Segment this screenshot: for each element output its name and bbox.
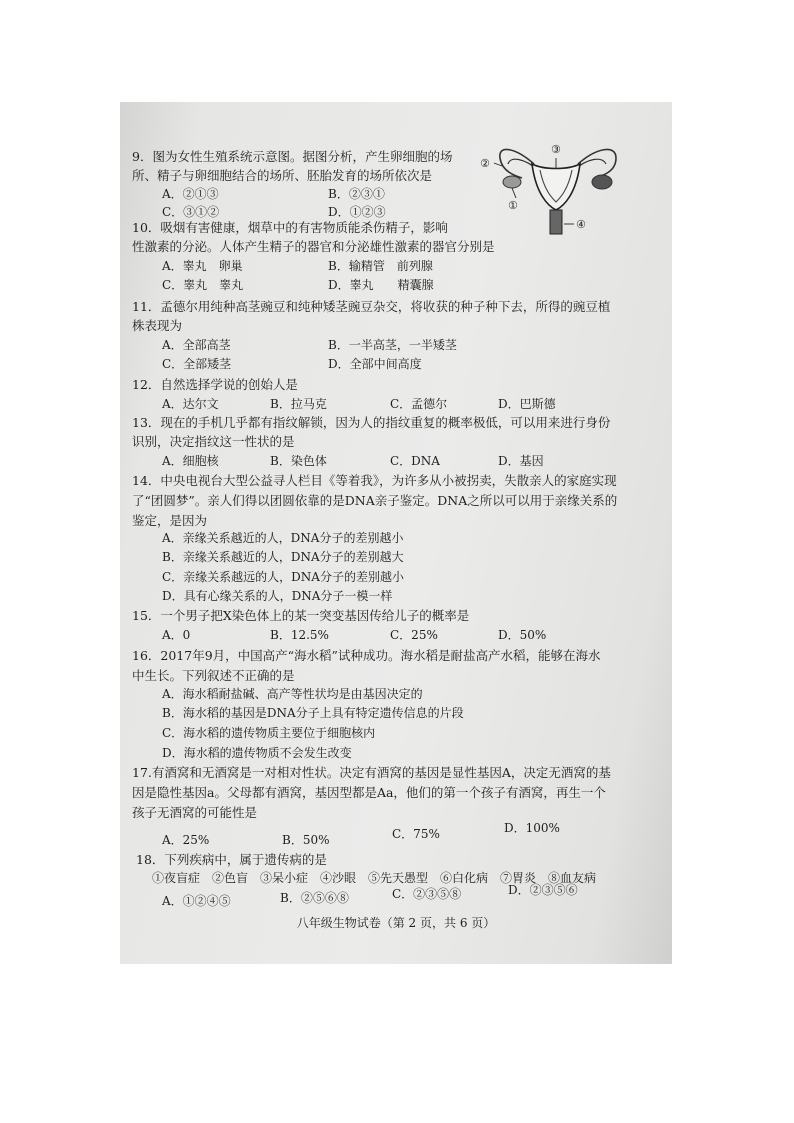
question-9-line-1: 9．图为女性生殖系统示意图。据图分析，产生卵细胞的场	[132, 149, 453, 164]
question-18-option-d: D．②③⑤⑥	[508, 883, 578, 897]
question-14-line-3: 鉴定，是因为	[132, 513, 208, 528]
question-11-option-c: C．全部矮茎	[162, 357, 232, 371]
question-10-line-2: 性激素的分泌。人体产生精子的器官和分泌雄性激素的器官分别是	[132, 239, 495, 254]
question-10-option-a: A．睾丸 卵巢	[162, 259, 243, 273]
question-18-line-1: 18．下列疾病中，属于遗传病的是	[136, 852, 327, 867]
question-13-option-d: D．基因	[498, 454, 544, 468]
question-10-option-c: C．睾丸 睾丸	[162, 278, 244, 292]
question-14-option-a: A．亲缘关系越近的人，DNA分子的差别越小	[162, 531, 404, 545]
question-11-option-d: D．全部中间高度	[328, 357, 422, 371]
question-16-line-1: 16．2017年9月，中国高产“海水稻”试种成功。海水稻是耐盐高产水稻，能够在海水	[132, 648, 601, 663]
female-reproductive-system-diagram	[476, 136, 641, 236]
diagram-label-2: ②	[480, 157, 490, 170]
question-9-option-b: B．②③①	[328, 187, 385, 201]
question-16-option-c: C．海水稻的遗传物质主要位于细胞核内	[162, 726, 376, 740]
question-16-option-d: D．海水稻的遗传物质不会发生改变	[162, 746, 352, 760]
question-14-option-c: C．亲缘关系越远的人，DNA分子的差别越小	[162, 570, 404, 584]
question-17-option-c: C．75%	[392, 827, 440, 841]
question-10-line-1: 10．吸烟有害健康，烟草中的有害物质能杀伤精子，影响	[132, 220, 448, 235]
question-14-option-b: B．亲缘关系越近的人，DNA分子的差别越大	[162, 550, 404, 564]
question-11-line-1: 11．孟德尔用纯种高茎豌豆和纯种矮茎豌豆杂交，将收获的种子种下去，所得的豌豆植	[132, 299, 611, 314]
question-16-option-b: B．海水稻的基因是DNA分子上具有特定遗传信息的片段	[162, 706, 464, 720]
question-11-option-b: B．一半高茎，一半矮茎	[328, 338, 457, 352]
exam-page	[120, 102, 672, 964]
uterus-body	[532, 164, 580, 210]
question-15-option-c: C．25%	[390, 628, 438, 642]
question-11-option-a: A．全部高茎	[162, 338, 231, 352]
question-17-line-2: 因是隐性基因a。父母都有酒窝，基因型都是Aa，他们的第一个孩子有酒窝，再生一个	[132, 785, 606, 800]
question-12-option-a: A．达尔文	[162, 397, 219, 411]
question-10-option-d: D．睾丸 精囊腺	[328, 278, 434, 292]
question-13-line-2: 识别，决定指纹这一性状的是	[132, 434, 295, 449]
diagram-label-3: ③	[551, 143, 561, 156]
question-9-option-a: A．②①③	[162, 187, 219, 201]
question-15-line-1: 15．一个男子把X染色体上的某一突变基因传给儿子的概率是	[132, 608, 470, 623]
question-12-option-b: B．拉马克	[270, 397, 327, 411]
question-18-option-a: A．①②④⑤	[162, 894, 231, 908]
question-17-option-b: B．50%	[282, 833, 330, 847]
page-footer: 八年级生物试卷（第 2 页，共 6 页）	[296, 916, 496, 930]
question-17-option-d: D．100%	[504, 821, 560, 835]
question-12-option-c: C．孟德尔	[390, 397, 448, 411]
question-11-line-2: 株表现为	[132, 318, 183, 333]
question-13-line-1: 13．现在的手机几乎都有指纹解锁，因为人的指纹重复的概率极低，可以用来进行身份	[132, 415, 611, 430]
question-18-line-2: ①夜盲症 ②色盲 ③呆小症 ④沙眼 ⑤先天愚型 ⑥白化病 ⑦胃炎 ⑧血友病	[152, 871, 597, 885]
question-13-option-b: B．染色体	[270, 454, 327, 468]
diagram-label-4: ④	[576, 218, 586, 231]
question-17-line-1: 17.有酒窝和无酒窝是一对相对性状。决定有酒窝的基因是显性基因A，决定无酒窝的基	[132, 765, 611, 780]
question-9-option-c: C．③①②	[162, 205, 220, 219]
diagram-label-1: ①	[508, 199, 518, 212]
question-15-option-d: D．50%	[498, 628, 547, 642]
left-ovary	[503, 176, 521, 188]
question-10-option-b: B．输精管 前列腺	[328, 259, 433, 273]
question-12-line-1: 12．自然选择学说的创始人是	[132, 377, 298, 392]
question-16-option-a: A．海水稻耐盐碱、高产等性状均是由基因决定的	[162, 687, 423, 701]
question-17-option-a: A．25%	[162, 833, 210, 847]
question-9-option-d: D．①②③	[328, 205, 386, 219]
question-13-option-a: A．细胞核	[162, 454, 219, 468]
question-12-option-d: D．巴斯德	[498, 397, 556, 411]
question-18-option-c: C．②③⑤⑧	[392, 887, 462, 901]
question-14-line-2: 了“团圆梦”。亲人们得以团圆依靠的是DNA亲子鉴定。DNA之所以可以用于亲缘关系的	[132, 493, 618, 508]
question-18-option-b: B．②⑤⑥⑧	[280, 891, 349, 905]
question-14-line-1: 14．中央电视台大型公益寻人栏目《等着我》，为许多从小被拐卖，失散亲人的家庭实现	[132, 473, 617, 488]
right-ovary	[592, 175, 612, 189]
question-15-option-a: A．0	[162, 628, 191, 642]
vagina	[550, 210, 562, 234]
question-9-line-2: 所、精子与卵细胞结合的场所、胚胎发育的场所依次是	[132, 168, 433, 183]
question-14-option-d: D．具有心缘关系的人，DNA分子一模一样	[162, 589, 393, 603]
question-15-option-b: B．12.5%	[270, 628, 329, 642]
question-17-line-3: 孩子无酒窝的可能性是	[132, 805, 258, 820]
question-13-option-c: C．DNA	[390, 454, 440, 468]
question-16-line-2: 中生长。下列叙述不正确的是	[132, 668, 295, 683]
